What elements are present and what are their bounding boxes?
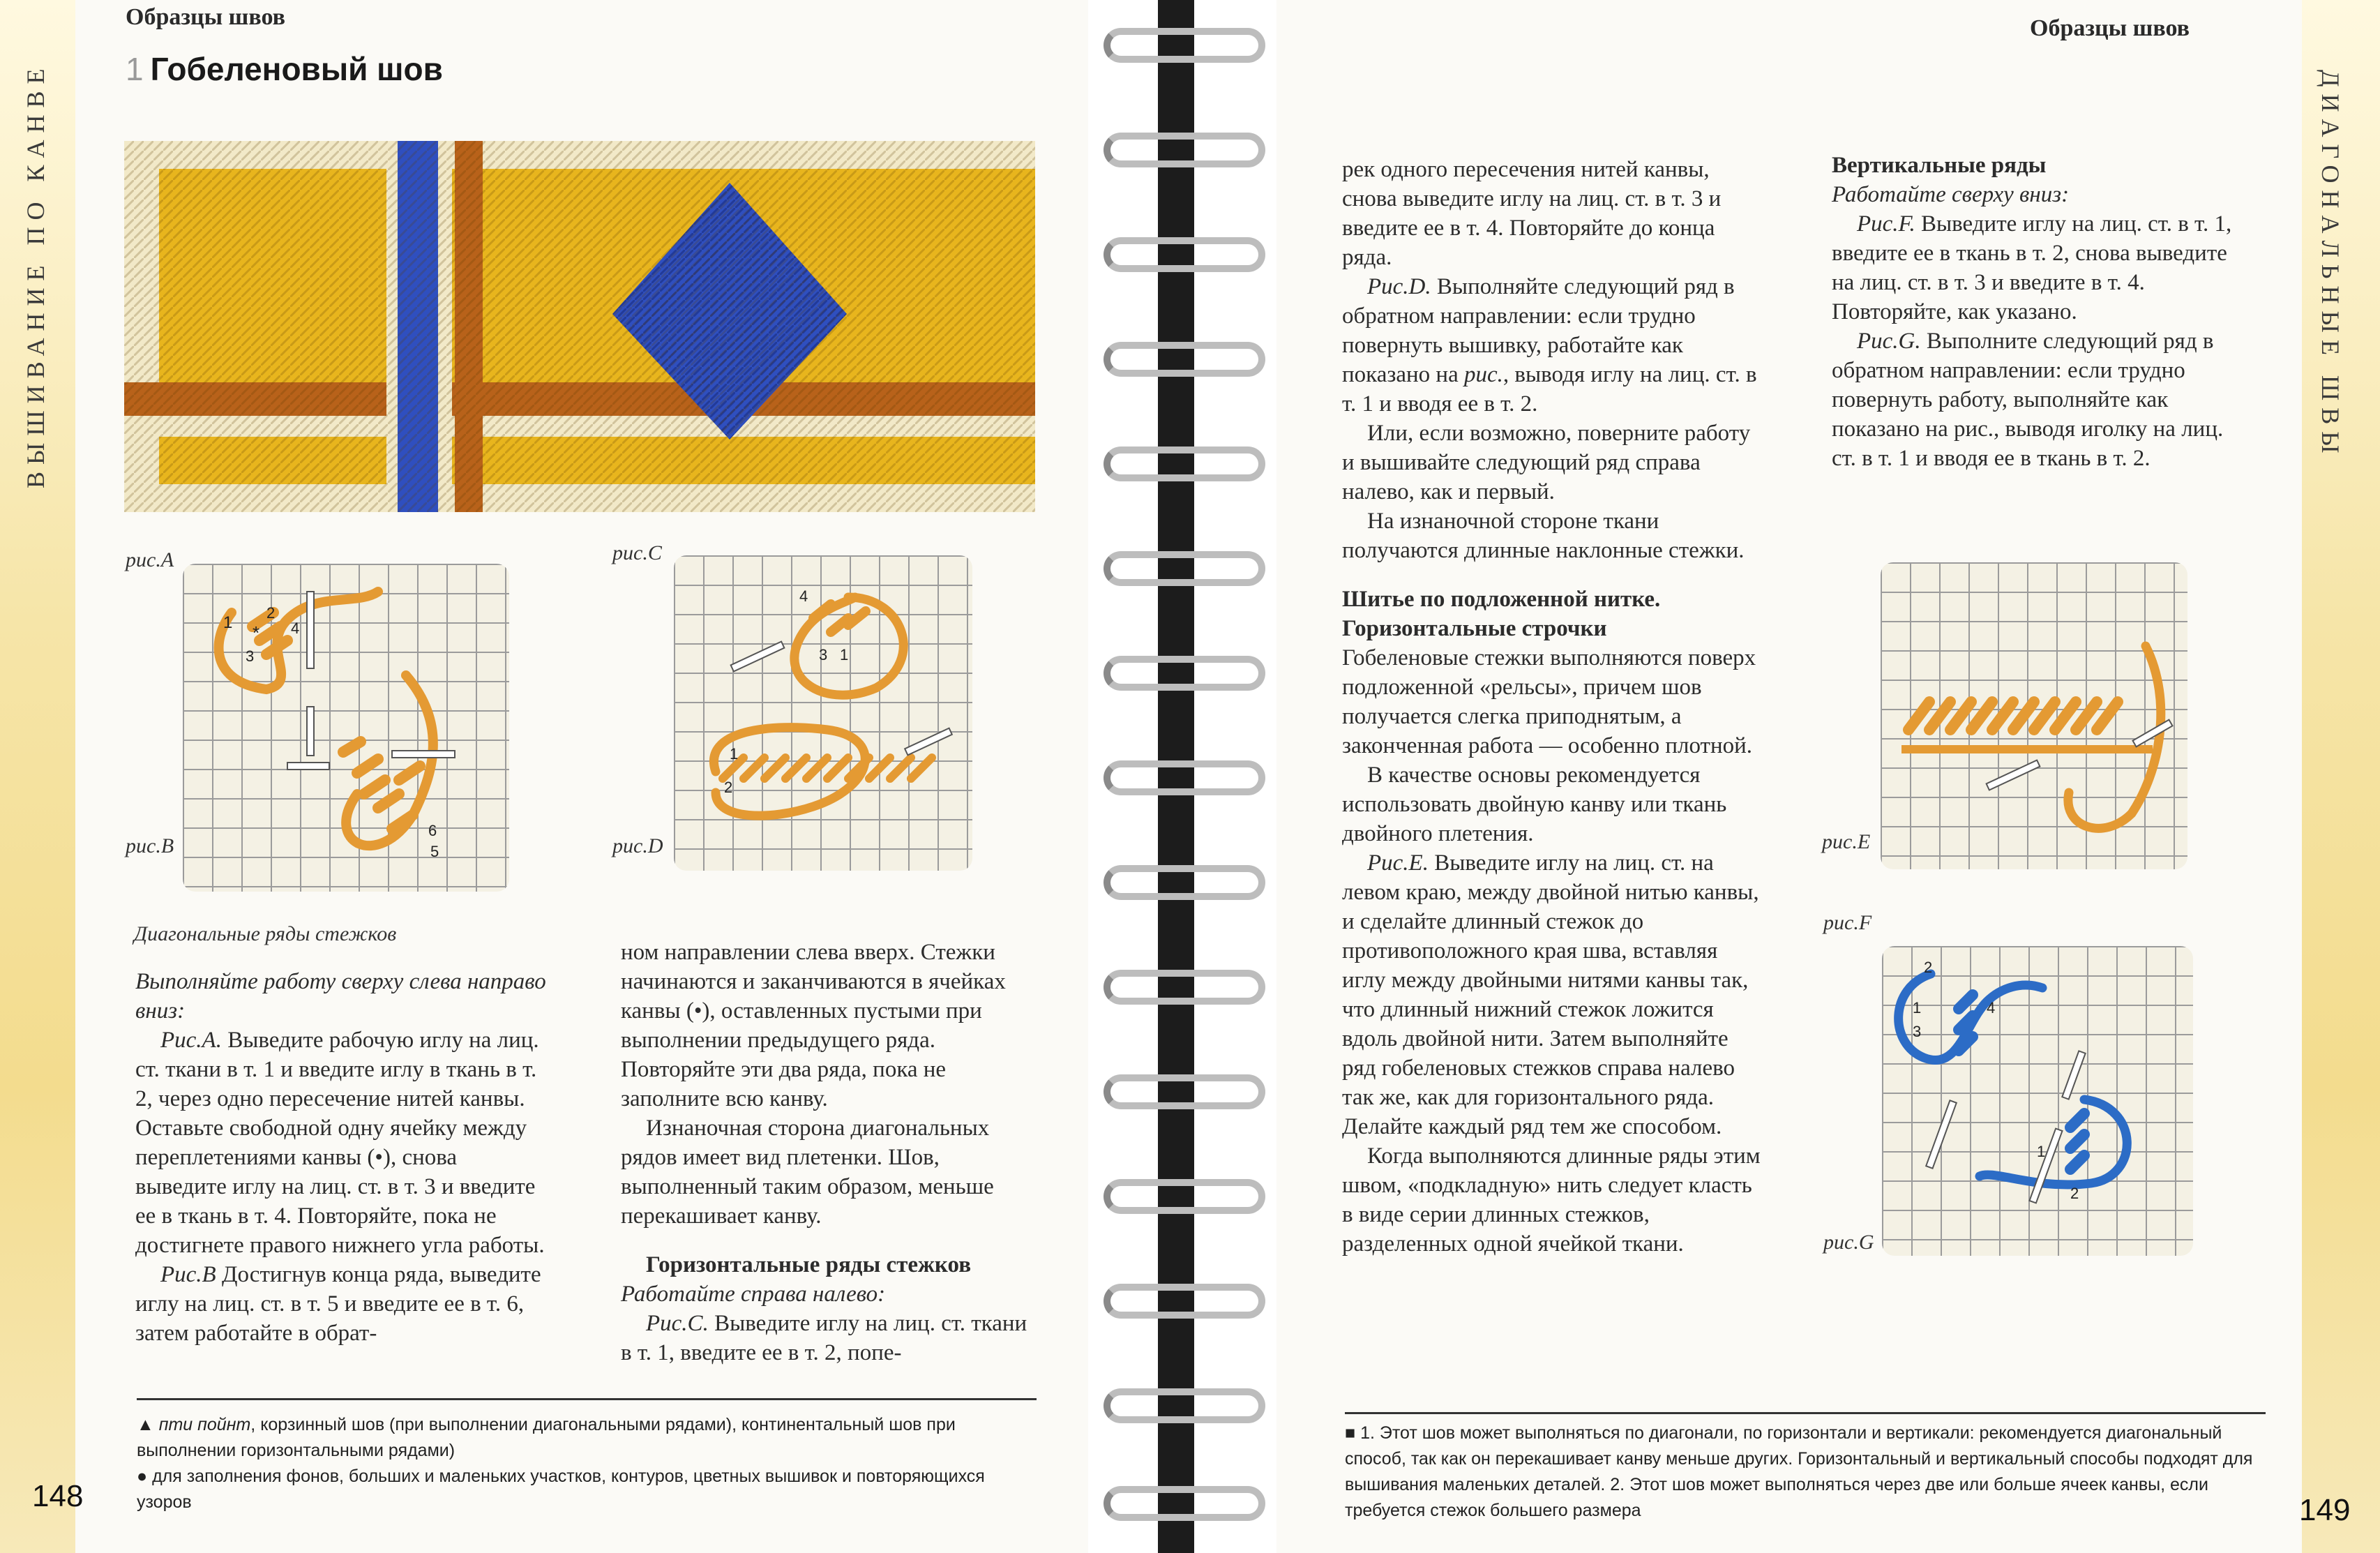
paragraph: Выведите иглу на лиц. ст. ткани в т. 1, введите ее в т. 2, попе- [621, 1311, 1027, 1365]
svg-text:4: 4 [291, 620, 300, 637]
spiral-ring-icon [1104, 1388, 1265, 1423]
svg-text:6: 6 [428, 822, 437, 839]
chapter-side-label: ВЫШИВАНИЕ ПО КАНВЕ [22, 61, 50, 488]
paragraph: , выводя иглу на лиц. ст. в т. 1 и вводя ее в т. 2. [1342, 362, 1757, 417]
spiral-ring-icon [1104, 237, 1265, 272]
page-number: 149 [2299, 1493, 2351, 1527]
paragraph: Изнаночная сторона диагональных рядов имеет вид плетенки. Шов, выполненный таким образом, меньше перекашивает канву. [621, 1116, 994, 1229]
paragraph: В качестве основы рекомендуется использовать двойную канву или ткань двойного плетения. [1342, 763, 1727, 846]
running-head: Образцы швов [126, 4, 286, 30]
left-page [0, 0, 1088, 1553]
spiral-ring-icon [1104, 28, 1265, 63]
page-number: 148 [32, 1479, 84, 1513]
paragraph: Выведите иглу на лиц. ст. в т. 1, введите ее в ткань в т. 2, снова выведите на лиц. ст. в т. 3 и введите в т. 4. Повторяйте, как указано. [1832, 211, 2232, 324]
svg-text:5: 5 [430, 843, 439, 860]
fig-g-label: рис.G [1823, 1231, 1874, 1254]
subheading: Шитье по подложенной нитке. [1342, 587, 1661, 612]
footnote-block [1345, 1420, 2266, 1524]
left-text-column-2 [621, 938, 1039, 1367]
paragraph: Выполните следующий ряд в обратном направлении: если трудно повернуть работу, выполняйте как показано на рис., выводя иголку на лиц. ст. в т. 1 и вводя ее в ткань в т. 2. [1832, 329, 2224, 471]
section-title-text: Гобеленовый шов [150, 51, 443, 87]
section-number: 1 [126, 51, 144, 87]
svg-text:4: 4 [799, 587, 808, 605]
stitch-diagram [674, 555, 972, 871]
fig-ref: Рис.F. [1857, 211, 1915, 237]
section-title [126, 50, 443, 88]
right-text-column-1 [1342, 155, 1761, 1259]
fig-ref: Рис.С. [646, 1311, 709, 1336]
paragraph: Выполняйте следующий ряд в обратном направлении: если трудно повернуть вышивку, работайте как показано на [1342, 274, 1735, 387]
paragraph: Когда выполняются длинные ряды этим швом, «подкладную» нить следует класть в виде серии длинных стежков, разделенных одной ячейкой ткани. [1342, 1143, 1761, 1256]
paragraph: Гобеленовые стежки выполняются поверх подложенной «рельсы», причем шов получается слегка приподнятым, а законченная работа — особенно плотной. [1342, 645, 1756, 758]
footnote-text: , корзинный шов (при выполнении диагональными рядами), континентальный шов при выполнении горизонтальными рядами) [137, 1415, 956, 1460]
diagram-fig-c-d [674, 555, 972, 871]
footnote-item [137, 1412, 1037, 1464]
fig-d-label: рис.D [612, 834, 663, 857]
stitch-diagram [183, 564, 509, 892]
footnote-text: для заполнения фонов, больших и маленьких участков, контуров, цветных вышивок и повторяющихся узоров [137, 1466, 985, 1512]
figure-caption: Диагональные ряды стежков [134, 922, 397, 945]
svg-text:1: 1 [840, 646, 849, 663]
running-head: Образцы швов [2030, 15, 2190, 41]
fig-ref: Рис.А. [160, 1028, 222, 1053]
svg-text:1: 1 [730, 745, 739, 763]
stitch-diagram [1881, 562, 2187, 869]
bullet-icon: ● [137, 1466, 148, 1486]
svg-text:3: 3 [819, 646, 828, 663]
tapestry-sample-image [124, 141, 1035, 512]
right-text-column-2 [1832, 151, 2250, 473]
footnote-divider [137, 1398, 1037, 1400]
footnote-em: пти пойнт [158, 1415, 251, 1434]
paragraph: Или, если возможно, поверните работу и вышивайте следующий ряд справа налево, как и первый. [1342, 421, 1751, 504]
footnote-block [137, 1412, 1037, 1515]
fig-ref: Рис.Е. [1367, 850, 1429, 876]
square-bullet-icon: ■ [1345, 1423, 1356, 1443]
footnote-divider [1345, 1412, 2266, 1414]
paragraph: рек одного пересечения нитей канвы, снова выведите иглу на лиц. ст. в т. 3 и введите ее в т. 4. Повторяйте до конца ряда. [1342, 157, 1722, 270]
svg-text:2: 2 [724, 779, 733, 796]
spiral-ring-icon [1104, 342, 1265, 377]
spiral-ring-icon [1104, 133, 1265, 167]
subheading: Вертикальные ряды [1832, 153, 2047, 178]
right-page [1276, 0, 2380, 1553]
fig-a-label: рис.A [126, 548, 174, 571]
fig-ref: рис. [1464, 362, 1503, 387]
fig-ref: Рис.D. [1367, 274, 1431, 299]
svg-text:2: 2 [266, 604, 276, 622]
svg-text:1: 1 [223, 613, 233, 632]
spiral-ring-icon [1104, 760, 1265, 795]
fig-e-label: рис.E [1822, 830, 1871, 853]
spiral-ring-icon [1104, 970, 1265, 1005]
spiral-ring-icon [1104, 551, 1265, 586]
instruction-lead: Работайте сверху вниз: [1832, 182, 2070, 207]
footnote-item [137, 1464, 1037, 1515]
embroidery-photo [124, 141, 1035, 512]
svg-text:2: 2 [1924, 959, 1933, 976]
spiral-ring-icon [1104, 656, 1265, 691]
left-text-column-1 [135, 967, 554, 1348]
fig-f-label: рис.F [1823, 911, 1872, 934]
triangle-icon: ▲ [137, 1415, 154, 1434]
spiral-ring-icon [1104, 1284, 1265, 1319]
svg-text:4: 4 [1987, 999, 1996, 1016]
stitch-diagram [1882, 946, 2193, 1256]
diagram-fig-e [1881, 562, 2187, 869]
svg-text:2: 2 [2070, 1185, 2079, 1202]
instruction-lead: Выполняйте работу сверху слева направо вниз: [135, 969, 546, 1023]
subheading: Горизонтальные ряды стежков [646, 1252, 972, 1277]
svg-text:*: * [253, 622, 260, 643]
spiral-ring-icon [1104, 1179, 1265, 1214]
paragraph: ном направлении слева вверх. Стежки начинаются и заканчиваются в ячейках канвы (•), оставленных пустыми при выполнении предыдущего ряда. Повторяйте эти два ряда, пока не заполните всю канву. [621, 940, 1006, 1111]
fig-ref: Рис.В [160, 1262, 216, 1287]
chapter-side-label: ДИАГОНАЛЬНЫЕ ШВЫ [2317, 70, 2344, 460]
spiral-ring-icon [1104, 1074, 1265, 1109]
fig-ref: Рис.G. [1857, 329, 1921, 354]
diagram-fig-f-g [1882, 946, 2193, 1256]
spiral-ring-icon [1104, 865, 1265, 900]
instruction-lead: Работайте справа налево: [621, 1282, 886, 1307]
paragraph: Выведите иглу на лиц. ст. на левом краю, между двойной нитью канвы, и сделайте длинный стежок до противоположного края шва, вставляя иглу между двойными нитями канвы так, что длинный нижний стежок ложится вдоль двойной нити. Затем выполняйте ряд гобеленовых стежков справа налево так же, как для горизонтального ряда. Делайте каждый ряд тем же способом. [1342, 850, 1759, 1139]
footnote-text: 1. Этот шов может выполняться по диагонали, по горизонтали и вертикали: рекомендуется диагональный способ, так как он перекашивает канву меньше других. Горизонтальный и вертикальный способы подходят для вышивания маленьких деталей. 2. Этот шов может выполняться через две или больше ячеек канвы, если требуется стежок большего размера [1345, 1423, 2253, 1520]
paragraph: Выведите рабочую иглу на лиц. ст. ткани в т. 1 и введите иглу в ткань в т. 2, через одно пересечение нитей канвы. Оставьте свободной одну ячейку между переплетениями канвы (•), снова выведите иглу на лиц. ст. в т. 3 и введите ее в ткань в т. 4. Повторяйте, пока не достигнете правого нижнего угла работы. [135, 1028, 545, 1258]
svg-text:1: 1 [1913, 999, 1922, 1016]
fig-b-label: рис.B [126, 834, 174, 857]
svg-text:1: 1 [2037, 1143, 2046, 1160]
svg-text:3: 3 [246, 647, 255, 665]
svg-text:3: 3 [1913, 1023, 1922, 1040]
spiral-ring-icon [1104, 447, 1265, 481]
fig-c-label: рис.C [612, 541, 662, 564]
subheading: Горизонтальные строчки [1342, 616, 1607, 641]
spiral-ring-icon [1104, 1486, 1265, 1521]
diagram-fig-a-b [183, 564, 509, 892]
paragraph: На изнаночной стороне ткани получаются длинные наклонные стежки. [1342, 509, 1745, 563]
paragraph: Достигнув конца ряда, выведите иглу на лиц. ст. в т. 5 и введите ее в т. 6, затем работайте в обрат- [135, 1262, 541, 1346]
